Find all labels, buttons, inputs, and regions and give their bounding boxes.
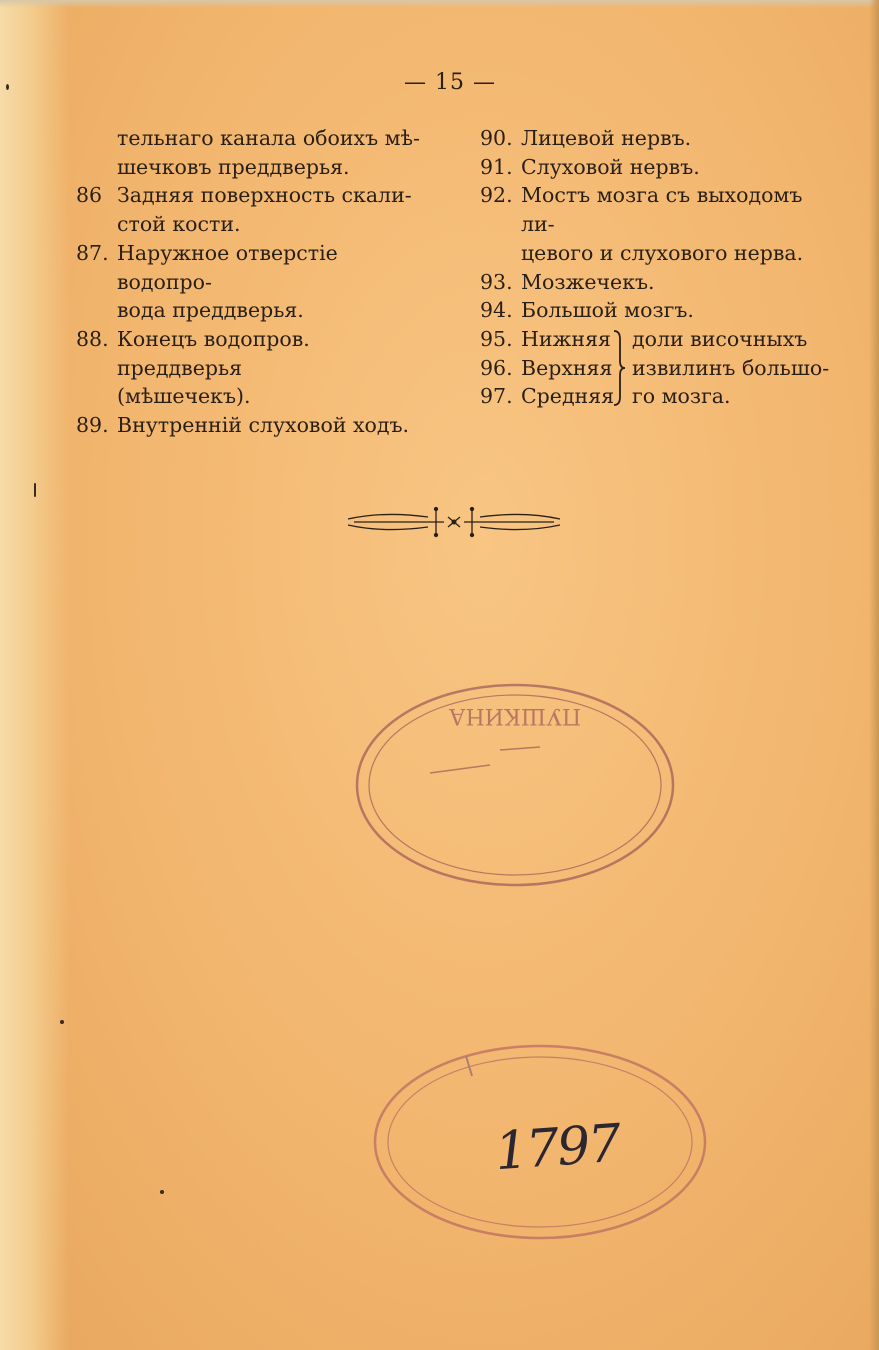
- paper-speck: [34, 483, 36, 497]
- paper-speck: [60, 1020, 64, 1024]
- shared-line: извилинъ большо-: [632, 355, 830, 380]
- entry-93: [480, 268, 840, 297]
- entry-line: Слуховой нервъ.: [521, 154, 700, 179]
- entry-91: [480, 153, 840, 182]
- entry-number: 93.: [480, 269, 513, 294]
- entry-number: [76, 124, 117, 181]
- entry-line: Мозжечекъ.: [521, 269, 655, 294]
- entry-92: [480, 181, 840, 267]
- inventory-number: 1797: [493, 1113, 622, 1183]
- entry-line: цевого и слухового нерва.: [521, 240, 804, 265]
- entry-line: Внутренній слуховой ходъ.: [117, 413, 410, 438]
- grouped-shared-text: [632, 325, 842, 411]
- entry-line: стой кости.: [117, 212, 241, 237]
- page-right-edge: [869, 0, 879, 1350]
- entry-number: 96.: [480, 355, 513, 380]
- shared-line: го мозга.: [632, 384, 731, 409]
- entry-line: Большой мозгъ.: [521, 298, 694, 323]
- entry-continued: [76, 124, 430, 181]
- entry-label: Нижняя: [521, 326, 611, 351]
- shared-line: доли височныхъ: [632, 326, 808, 351]
- entry-line: Лицевой нервъ.: [521, 126, 692, 150]
- entry-line: Наружное отверстіе водопро-: [117, 240, 338, 294]
- entry-number: 94.: [480, 298, 513, 323]
- entry-line: Задняя поверхность скали-: [117, 183, 412, 208]
- entry-90: [480, 124, 840, 153]
- right-column: [480, 124, 840, 411]
- entry-line: вода преддверья.: [117, 298, 304, 323]
- entry-number: 87.: [76, 240, 109, 265]
- curly-brace-icon: [612, 329, 626, 407]
- paper-speck: [6, 84, 9, 90]
- entry-number: 88.: [76, 326, 109, 351]
- svg-text:ПУШКИНА: ПУШКИНА: [448, 703, 582, 728]
- paper-speck: [160, 1190, 164, 1194]
- entry-88: [76, 325, 430, 411]
- entry-87: [76, 239, 430, 325]
- library-stamp-top: [350, 675, 680, 895]
- page-top-edge: [0, 0, 879, 8]
- entry-line: (мѣшечекъ).: [117, 384, 251, 409]
- entry-label: Средняя: [521, 384, 615, 409]
- entry-line: Конецъ водопров. преддверья: [117, 326, 310, 380]
- entry-number: 92.: [480, 183, 513, 208]
- entry-line: тельнаго канала обоихъ мѣ-: [117, 126, 420, 150]
- entry-number: 90.: [480, 126, 513, 150]
- entry-line: шечковъ преддверья.: [117, 154, 350, 179]
- entry-number: 89.: [76, 413, 109, 438]
- page-number: — 15 —: [404, 70, 496, 95]
- entry-94: [480, 296, 840, 325]
- ornament-divider-icon: [344, 505, 564, 539]
- grouped-entries-95-97: [480, 325, 840, 411]
- entry-89: [76, 411, 430, 440]
- entry-label: Верхняя: [521, 355, 613, 380]
- entry-number: 95.: [480, 326, 513, 351]
- entry-number: 86: [76, 183, 103, 208]
- entry-number: 97.: [480, 384, 513, 409]
- entry-line: Мостъ мозга съ выходомъ ли-: [521, 183, 803, 237]
- entry-number: 91.: [480, 154, 513, 179]
- left-column: [76, 124, 430, 440]
- entry-86: [76, 181, 430, 238]
- page-left-fold: [0, 0, 70, 1350]
